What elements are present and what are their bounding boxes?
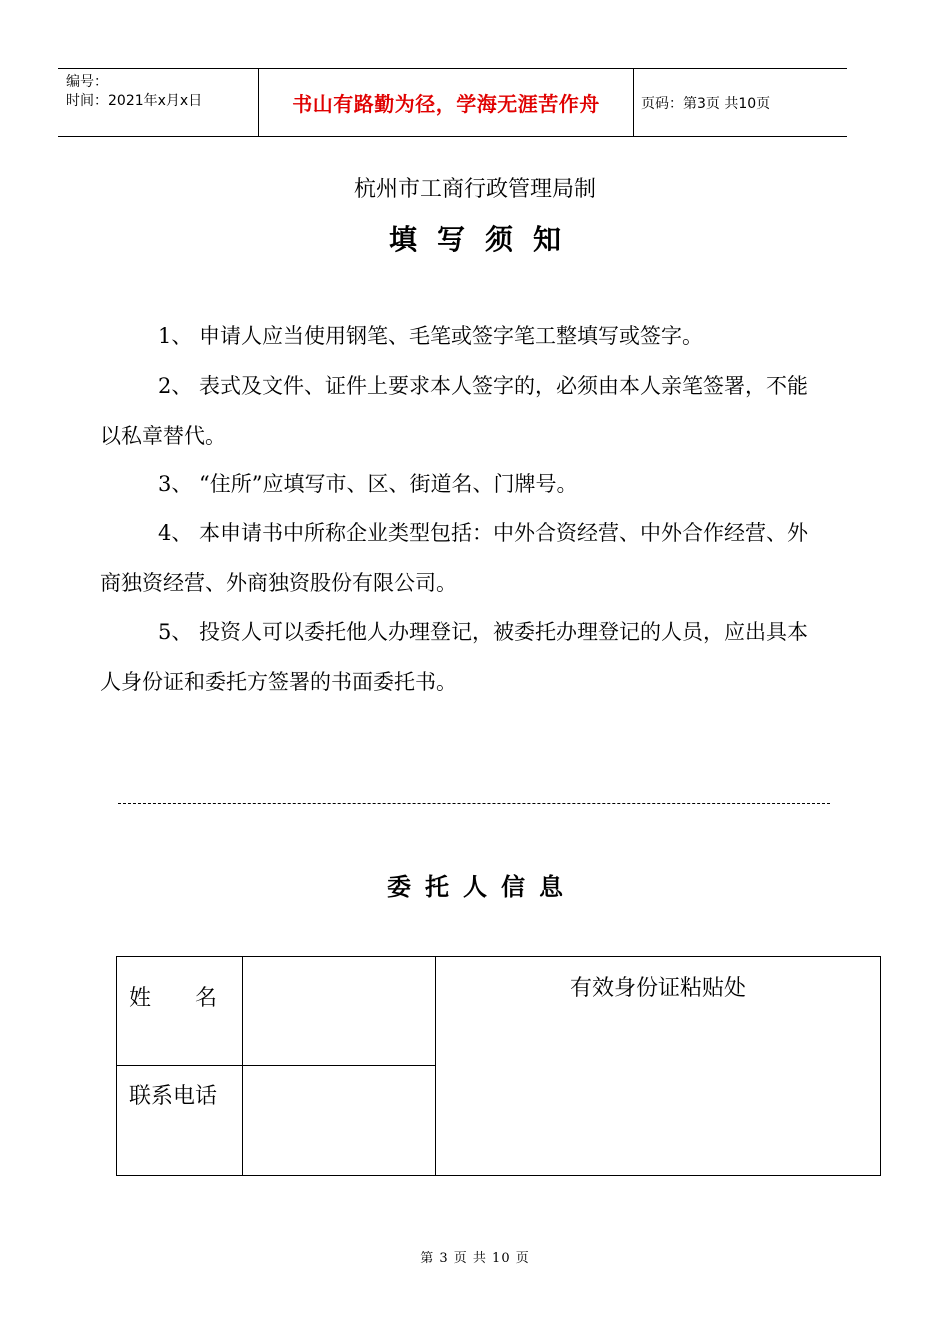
header-page-cell [633,69,847,136]
table-divider [117,1065,435,1066]
note-item: 3、 “住所”应填写市、区、街道名、门牌号。 [158,472,578,496]
page-title: 填写须知 [388,223,581,256]
issuer-line: 杭州市工商行政管理局制 [353,177,596,202]
note-item: 5、 投资人可以委托他人办理登记，被委托办理登记的人员，应出具本人身份证和委托方签署的书面委托书。 [100,620,809,694]
number-label: 编号： [66,74,108,90]
header-meta [58,69,258,136]
name-field[interactable] [247,981,427,1041]
phone-label: 联系电话 [129,1084,218,1109]
page-footer: 第 3 页 共 10 页 [420,1251,530,1266]
id-card-paste-area: 有效身份证粘贴处 [569,976,746,1001]
note-item: 2、 表式及文件、证件上要求本人签字的，必须由本人亲笔签署，不能以私章替代。 [100,374,809,448]
document-header [58,68,847,137]
section-title: 委托人信息 [387,872,577,901]
principal-info-table [116,956,881,1176]
motto-text: 书山有路勤为径，学海无涯苦作舟 [292,92,600,116]
table-divider [242,957,243,1175]
page-label: 页码：第3页 共10页 [641,95,771,112]
header-motto-cell [258,69,634,136]
name-label: 姓 名 [129,986,218,1011]
time-label: 时间：2021年x月x日 [66,93,203,109]
phone-field[interactable] [247,1079,427,1139]
note-item: 1、 申请人应当使用钢笔、毛笔或签字笔工整填写或签字。 [158,324,704,348]
note-item: 4、 本申请书中所称企业类型包括：中外合资经营、中外合作经营、外商独资经营、外商独资股份有限公司。 [100,521,809,595]
dashed-divider [118,803,830,804]
